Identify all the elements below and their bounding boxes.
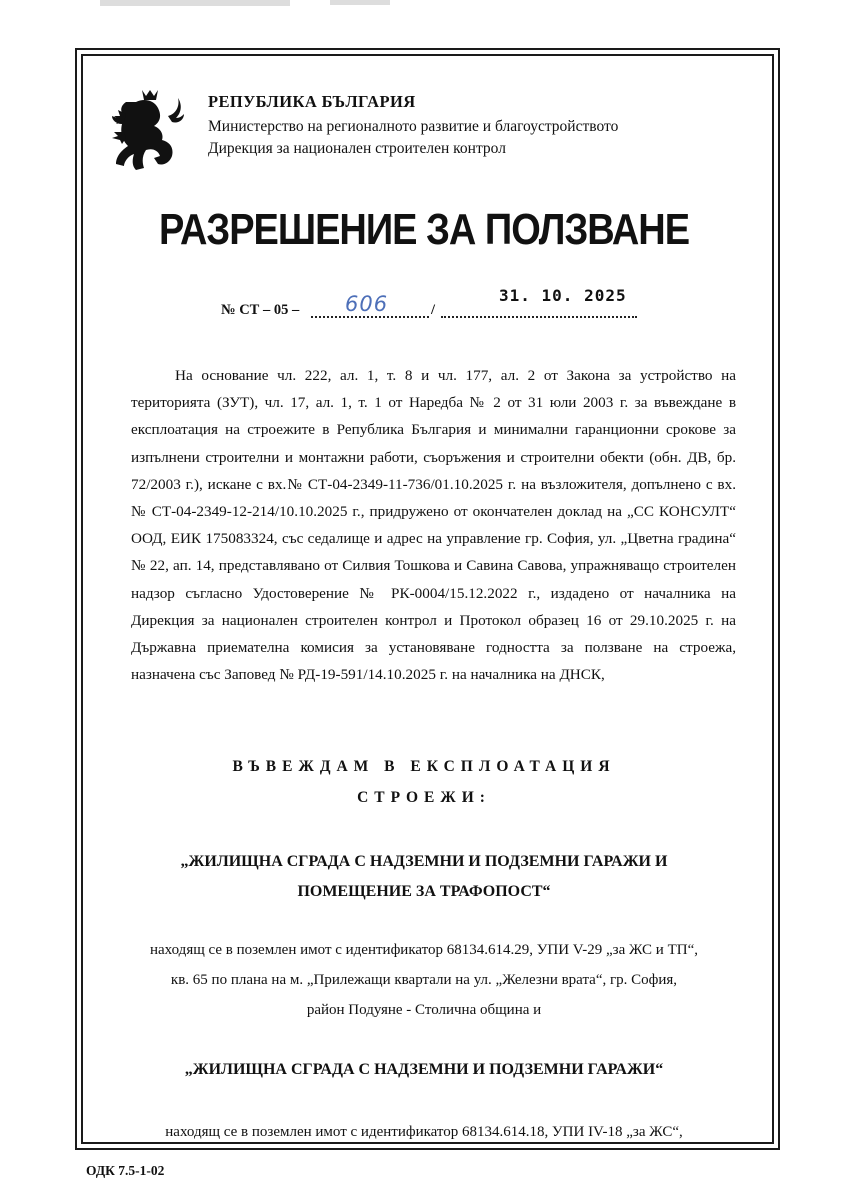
number-date-separator: / (431, 302, 436, 318)
object-1-title-line: ПОМЕЩЕНИЕ ЗА ТРАФОПОСТ“ (297, 883, 551, 900)
handwritten-permit-number: 606 (345, 292, 389, 316)
stamped-date: 31. 10. 2025 (499, 286, 627, 305)
object-1-title (0, 847, 848, 907)
country-name: РЕПУБЛИКА БЪЛГАРИЯ (208, 92, 416, 111)
permit-number-prefix: № СТ – 05 – (221, 302, 300, 318)
object-1-location-line: район Подуяне - Столична община и (306, 1002, 542, 1018)
object-1-location-line: находящ се в поземлен имот с идентификатор 68134.614.29, УПИ V-29 „за ЖС и ТП“, (150, 942, 698, 958)
permit-number-line (221, 286, 641, 326)
ministry-name: Министерство на регионалното развитие и благоустройството (208, 118, 619, 135)
declaration-subheading: СТРОЕЖИ: (357, 789, 491, 806)
bulgarian-lion-crest-icon (106, 86, 192, 176)
declaration-heading: ВЪВЕЖДАМ В ЕКСПЛОАТАЦИЯ (232, 758, 616, 775)
scan-artifact (330, 0, 390, 5)
legal-basis-paragraph: На основание чл. 222, ал. 1, т. 8 и чл. 177, ал. 2 от Закона за устройство на територията (ЗУТ), чл. 17, ал. 1, т. 1 от Наредба № 2 от 31 юли 2003 г. за въвеждане в експлоатация на строежите в Република България и минимални гаранционни срокове за изпълнени строителни и монтажни работи, съоръжения и строителни обекти (обн. ДВ, бр. 72/2003 г.), искане с вх.№ СТ-04-2349-11-736/01.10.2025 г. на възложителя, допълнено с вх.№ СТ-04-2349-12-214/10.10.2025 г., придружено от окончателен доклад на „СС КОНСУЛТ“ ООД, ЕИК 175083324, със седалище и адрес на управление гр. София, ул. „Цветна градина“ № 22, ап. 14, представлявано от Силвия Тошкова и Савина Савова, упражняващо строителен надзор съгласно Удостоверение № РК-0004/15.12.2022 г., издадено от началника на Дирекция за национален строителен контрол и Протокол образец 16 от 29.10.2025 г. на Държавна приемателна комисия за установяване годността за ползване на строежа, назначена със Заповед № РД-19-591/14.10.2025 г. на началника на ДНСК, (131, 367, 736, 684)
form-code: ОДК 7.5-1-02 (86, 1163, 165, 1178)
scan-artifact (100, 0, 290, 6)
object-1-title-line: „ЖИЛИЩНА СГРАДА С НАДЗЕМНИ И ПОДЗЕМНИ ГАРАЖИ И (180, 853, 668, 870)
document-header (106, 86, 746, 176)
object-1-location-line: кв. 65 по плана на м. „Прилежащи квартали на ул. „Железни врата“, гр. София, (170, 972, 678, 988)
object-2-title: „ЖИЛИЩНА СГРАДА С НАДЗЕМНИ И ПОДЗЕМНИ ГАРАЖИ“ (184, 1061, 664, 1078)
document-title: РАЗРЕШЕНИЕ ЗА ПОЛЗВАНЕ (158, 206, 690, 255)
directorate-name: Дирекция за национален строителен контрол (208, 140, 506, 157)
object-1-location (0, 935, 848, 1025)
object-2-location: находящ се в поземлен имот с идентификатор 68134.614.18, УПИ IV-18 „за ЖС“, (165, 1124, 683, 1140)
